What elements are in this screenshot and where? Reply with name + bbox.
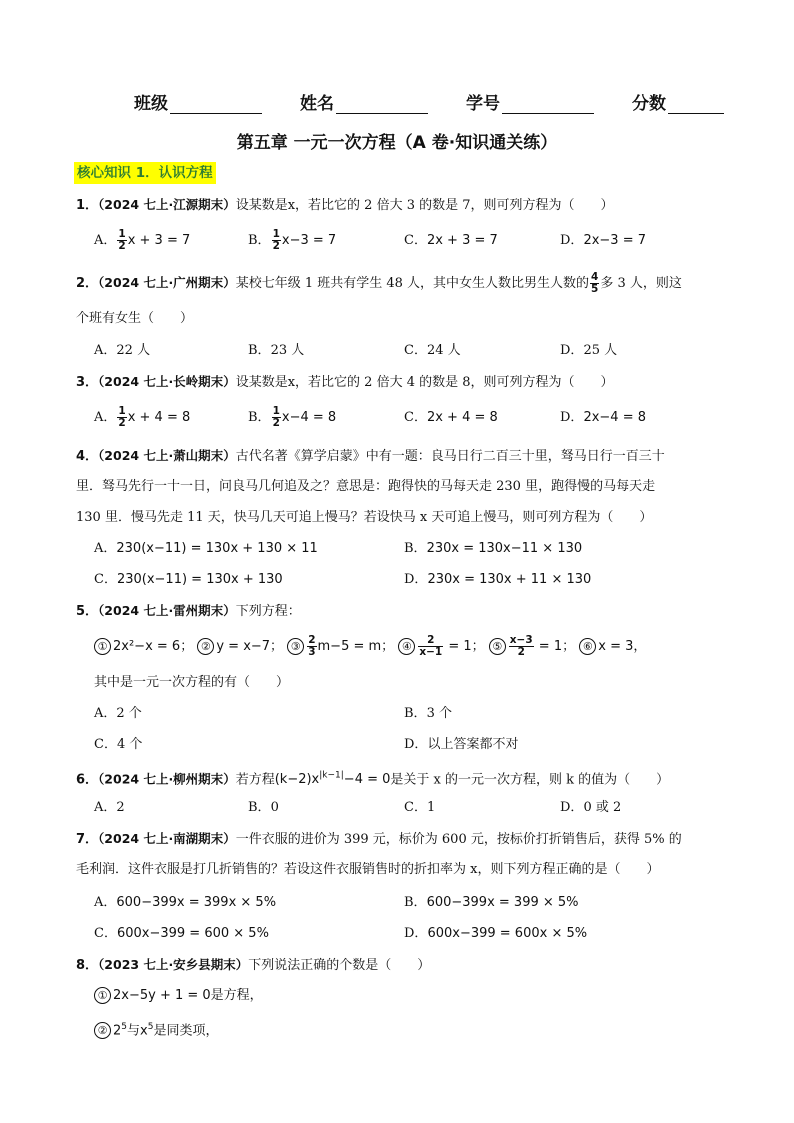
question-source: （2023 七上·安乡县期末） (98, 957, 249, 972)
question-source: （2024 七上·雷州期末） (98, 603, 236, 618)
question-7-line2: 毛利润．这件衣服是打几折销售的？若设这件衣服销售时的折扣率为 x，则下列方程正确的是（ ） (76, 862, 660, 877)
question-text: 某校七年级 1 班共有学生 48 人，其中女生人数比男生人数的 (235, 276, 590, 291)
score-blank[interactable] (668, 95, 724, 114)
page-title: 第五章 一元一次方程（A 卷·知识通关练） (236, 133, 558, 153)
option-d[interactable]: D．600x−399 = 600x × 5% (404, 926, 588, 941)
circled-number: ④ (398, 638, 415, 655)
option-a[interactable]: A． $\frac{1}{2}$ x + 4 = 8 (94, 405, 191, 429)
option-a[interactable]: A．600−399x = 399x × 5% (94, 895, 277, 910)
option-b[interactable]: B．230x = 130x−11 × 130 (404, 541, 583, 556)
question-number: 8． (76, 958, 99, 973)
option-d[interactable]: D．2x−3 = 7 (560, 233, 646, 248)
question-text: 设某数是x，若比它的 2 倍大 4 的数是 8，则可列方程为（ ） (235, 375, 614, 390)
question-1-options (94, 228, 734, 254)
question-source: （2024 七上·江源期末） (98, 197, 236, 212)
question-5-options-row1 (94, 701, 734, 727)
question-4 (76, 443, 726, 470)
circled-number: ⑥ (579, 638, 596, 655)
name-label: 姓名 (300, 94, 334, 114)
option-b[interactable]: B．23 人 (248, 343, 305, 358)
equation-item: = 1； (534, 639, 576, 654)
equation-item: x = 3， (598, 639, 647, 654)
question-3 (76, 369, 726, 396)
question-number: 4． (76, 449, 99, 464)
student-id-field[interactable] (466, 89, 594, 114)
student-info-header (134, 84, 724, 114)
question-number: 6． (76, 772, 99, 788)
question-source: （2024 七上·广州期末） (98, 275, 236, 290)
option-d[interactable]: D．230x = 130x + 11 × 130 (404, 572, 592, 587)
question-text: 下列方程： (235, 604, 301, 619)
class-field[interactable] (134, 89, 262, 114)
option-c[interactable]: C．24 人 (404, 343, 461, 358)
option-c[interactable]: C．600x−399 = 600 × 5% (94, 926, 269, 941)
fraction: $\frac{1}{2}$ (272, 405, 280, 429)
question-number: 3． (76, 375, 99, 390)
student-id-blank[interactable] (502, 95, 594, 114)
option-b[interactable]: B．3 个 (404, 706, 452, 721)
option-c[interactable]: C．2x + 4 = 8 (404, 410, 498, 425)
question-5 (76, 598, 726, 625)
question-number: 2． (76, 276, 99, 291)
circled-number: ③ (287, 638, 304, 655)
question-7 (76, 826, 726, 853)
question-number: 7． (76, 832, 99, 847)
fraction: $\frac{1}{2}$ (118, 228, 126, 252)
question-source: （2024 七上·南湖期末） (98, 831, 236, 846)
question-1 (76, 192, 726, 219)
fraction: $\frac{1}{2}$ (118, 405, 126, 429)
option-b[interactable]: B．0 (248, 800, 279, 815)
question-text: 下列说法正确的个数是（ ） (248, 958, 431, 973)
equation-item: m−5 = m； (317, 639, 395, 654)
fraction: $\frac{2}{x-1}$ (419, 634, 443, 658)
option-a[interactable]: A．2 (94, 800, 125, 815)
section-heading: 核心知识 1．认识方程 (74, 162, 216, 184)
question-5-options-row2 (94, 732, 734, 758)
equation-item: = 1； (444, 639, 485, 654)
name-field[interactable] (300, 89, 428, 114)
fraction: $\frac{4}{5}$ (591, 271, 599, 295)
circled-number: ⑤ (489, 638, 506, 655)
option-c[interactable]: C．230(x−11) = 130x + 130 (94, 572, 283, 587)
class-blank[interactable] (170, 95, 262, 114)
option-c[interactable]: C．2x + 3 = 7 (404, 233, 498, 248)
circled-number: ① (94, 638, 111, 655)
option-d[interactable]: D．2x−4 = 8 (560, 410, 646, 425)
option-a[interactable]: A．22 人 (94, 343, 151, 358)
question-6-options (94, 795, 734, 821)
score-field[interactable] (632, 89, 724, 114)
circled-number: ① (94, 987, 111, 1004)
question-3-options (94, 405, 734, 431)
option-b[interactable]: B．600−399x = 399 × 5% (404, 895, 579, 910)
question-text: 设某数是x，若比它的 2 倍大 3 的数是 7，则可列方程为（ ） (235, 198, 614, 213)
option-a[interactable]: A． $\frac{1}{2}$ x + 3 = 7 (94, 228, 191, 252)
question-source: （2024 七上·长岭期末） (98, 374, 236, 389)
question-number: 5． (76, 604, 99, 619)
question-4-line2: 里．驽马先行一十一日，问良马几何追及之？意思是：跑得快的马每天走 230 里，跑得慢的马每天走 (76, 479, 656, 494)
fraction: $\frac{2}{3}$ (308, 634, 316, 658)
question-2-options (94, 338, 734, 364)
question-4-line3: 130 里．慢马先走 11 天，快马几天可追上慢马？若设快马 x 天可追上慢马，则可列方程为（ ） (76, 510, 653, 525)
question-text: 若方程 (235, 772, 275, 788)
option-d[interactable]: D．以上答案都不对 (404, 737, 519, 752)
option-a[interactable]: A．230(x−11) = 130x + 130 × 11 (94, 541, 318, 556)
question-8-statement-1: ① 2x−5y + 1 = 0是方程， (94, 983, 263, 1009)
question-source: （2024 七上·柳州期末） (98, 771, 236, 787)
score-label: 分数 (632, 94, 666, 114)
option-b[interactable]: B． $\frac{1}{2}$ x−3 = 7 (248, 228, 337, 252)
question-7-options-row2 (94, 921, 734, 947)
question-number: 1． (76, 198, 99, 213)
fraction: $\frac{1}{2}$ (272, 228, 280, 252)
question-5-prompt: 其中是一元一次方程的有（ ） (94, 675, 290, 690)
question-text: 一件衣服的进价为 399 元，标价为 600 元，按标价打折销售后，获得 5% 的 (235, 832, 682, 847)
option-c[interactable]: C．1 (404, 800, 436, 815)
question-source: （2024 七上·萧山期末） (98, 448, 236, 463)
question-8-statement-2: ② $2^5$与$x^5$是同类项， (94, 1014, 218, 1044)
option-c[interactable]: C．4 个 (94, 737, 143, 752)
class-label: 班级 (134, 94, 168, 114)
question-text: 是关于 x 的一元一次方程，则 k 的值为（ ） (390, 772, 670, 788)
circled-number: ② (94, 1022, 111, 1039)
student-id-label: 学号 (466, 94, 500, 114)
question-6 (76, 763, 726, 793)
name-blank[interactable] (336, 95, 428, 114)
question-4-options-row1 (94, 536, 734, 562)
question-text: 古代名著《算学启蒙》中有一题：良马日行二百三十里，驽马日行一百三十 (235, 449, 665, 464)
question-text: 多 3 人，则这 (600, 276, 682, 291)
equation: $(k-2)x^{|k-1|}-4 = 0$ (274, 771, 391, 788)
fraction: $\frac{x-3}{2}$ (509, 634, 533, 658)
question-2-line2: 个班有女生（ ） (76, 311, 194, 326)
question-7-options-row1 (94, 890, 734, 916)
question-2 (76, 270, 726, 297)
option-a[interactable]: A．2 个 (94, 706, 142, 721)
option-b[interactable]: B． $\frac{1}{2}$ x−4 = 8 (248, 405, 337, 429)
circled-number: ② (197, 638, 214, 655)
equation-item: y = x−7； (216, 639, 284, 654)
option-d[interactable]: D．0 或 2 (560, 800, 622, 815)
question-5-equations (94, 634, 646, 660)
question-4-options-row2 (94, 567, 734, 593)
question-8 (76, 952, 726, 979)
equation-item: 2x²−x = 6； (113, 639, 194, 654)
option-d[interactable]: D．25 人 (560, 343, 618, 358)
